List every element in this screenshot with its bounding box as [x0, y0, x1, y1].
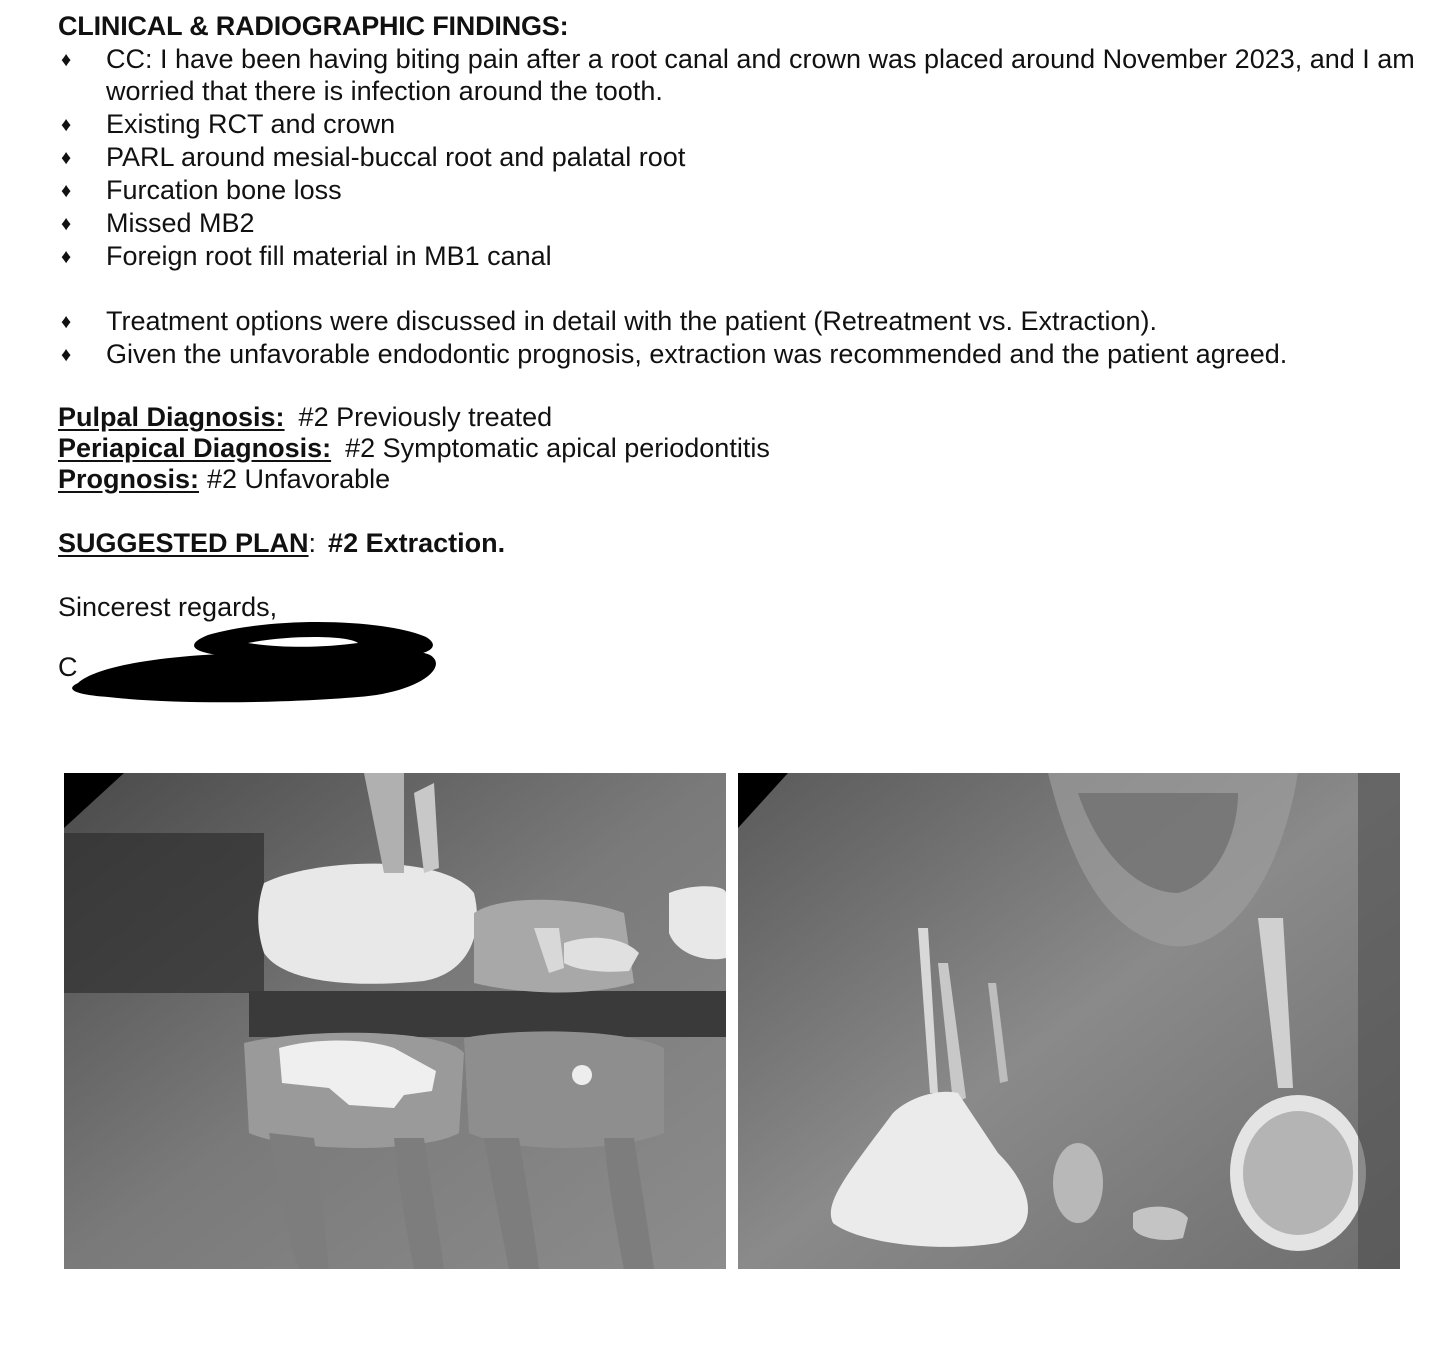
list-item	[58, 207, 1418, 239]
suggested-plan	[58, 527, 1418, 559]
bitewing-xray-image	[64, 773, 726, 1269]
redacted-signature	[58, 605, 448, 715]
diamond-bullet-icon: ♦	[61, 246, 72, 268]
list-item	[58, 43, 1418, 107]
finding-text: CC: I have been having biting pain after a root canal and crown was placed around November 2023, and I am worried that there is infection around the tooth.	[106, 44, 1415, 106]
list-item	[58, 108, 1418, 140]
suggested-plan-value: #2 Extraction.	[328, 528, 506, 558]
prognosis-label: Prognosis:	[58, 464, 200, 494]
list-item	[58, 174, 1418, 206]
findings-heading: CLINICAL & RADIOGRAPHIC FINDINGS:	[58, 11, 569, 41]
signature-initial: C	[58, 652, 78, 682]
finding-text: Furcation bone loss	[106, 175, 342, 205]
bitewing-radiograph	[64, 773, 726, 1269]
diamond-bullet-icon: ♦	[61, 311, 72, 333]
pulpal-diagnosis	[58, 402, 1418, 433]
diamond-bullet-icon: ♦	[61, 147, 72, 169]
clinical-letter	[58, 10, 1418, 623]
periapical-diagnosis	[58, 433, 1418, 464]
finding-text: Existing RCT and crown	[106, 109, 396, 139]
suggested-plan-label: SUGGESTED PLAN	[58, 528, 309, 558]
discussion-text: Treatment options were discussed in detail with the patient (Retreatment vs. Extraction).	[106, 306, 1157, 336]
periapical-diagnosis-value: #2 Symptomatic apical periodontitis	[345, 433, 770, 463]
list-item	[58, 338, 1418, 370]
finding-text: Missed MB2	[106, 208, 255, 238]
diamond-bullet-icon: ♦	[61, 49, 72, 71]
suggested-plan-colon: :	[308, 528, 317, 558]
list-item	[58, 141, 1418, 173]
finding-text: Foreign root fill material in MB1 canal	[106, 241, 552, 271]
spacer	[58, 495, 1418, 527]
pulpal-diagnosis-value: #2 Previously treated	[298, 402, 553, 432]
discussion-list	[58, 305, 1418, 370]
diamond-bullet-icon: ♦	[61, 180, 72, 202]
findings-list	[58, 43, 1418, 272]
discussion-text: Given the unfavorable endodontic prognosis, extraction was recommended and the patient agreed.	[106, 339, 1288, 369]
list-item	[58, 240, 1418, 272]
diamond-bullet-icon: ♦	[61, 114, 72, 136]
diamond-bullet-icon: ♦	[61, 213, 72, 235]
diamond-bullet-icon: ♦	[61, 344, 72, 366]
prognosis-value: #2 Unfavorable	[207, 464, 391, 494]
spacer	[58, 272, 1418, 304]
periapical-radiograph	[738, 773, 1400, 1269]
pulpal-diagnosis-label: Pulpal Diagnosis:	[58, 402, 285, 432]
redaction-scribble-icon	[58, 605, 448, 715]
prognosis	[58, 464, 1418, 495]
finding-text: PARL around mesial-buccal root and palatal root	[106, 142, 686, 172]
periapical-diagnosis-label: Periapical Diagnosis:	[58, 433, 332, 463]
periapical-xray-image	[738, 773, 1400, 1269]
list-item	[58, 305, 1418, 337]
spacer	[58, 559, 1418, 591]
closing-regards: Sincerest regards,	[58, 592, 278, 622]
spacer	[58, 370, 1418, 402]
